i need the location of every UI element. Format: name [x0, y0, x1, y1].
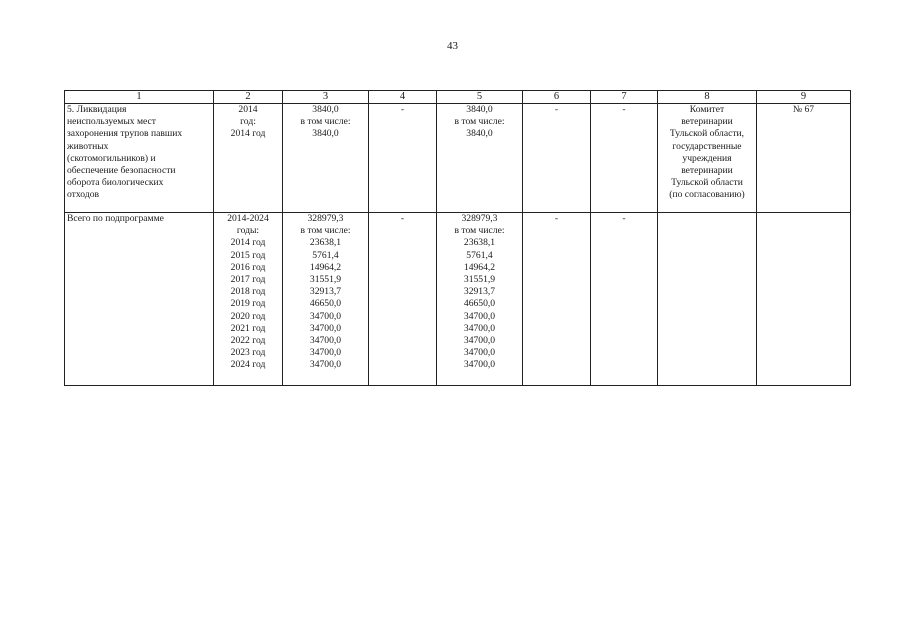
column-header: 8 [658, 91, 757, 104]
cell-line: 2024 год [230, 359, 266, 371]
cell-line: обеспечение безопасности [67, 165, 176, 177]
executor-cell [658, 104, 757, 213]
cell-line: 2020 год [230, 310, 266, 322]
reference-cell [757, 213, 851, 386]
period-cell [214, 213, 283, 386]
cell-line: 32913,7 [463, 286, 496, 298]
cell-line: год: [240, 116, 256, 128]
cell-line: 31551,9 [309, 274, 342, 286]
federal-funding-cell: - [369, 213, 437, 386]
cell-line: в том числе: [300, 225, 351, 237]
cell-line: 2018 год [230, 286, 266, 298]
cell-line: 34700,0 [309, 322, 342, 334]
cell-line: ветеринарии [681, 116, 733, 128]
cell-line: животных [67, 140, 109, 152]
cell-line: 2019 год [230, 298, 266, 310]
cell-line: 32913,7 [309, 286, 342, 298]
cell-line: 46650,0 [309, 298, 342, 310]
column-header: 6 [523, 91, 591, 104]
cell-line: в том числе: [454, 225, 505, 237]
cell-line: 5761,4 [466, 249, 493, 261]
cell-line: (скотомогильников) и [67, 152, 156, 164]
cell-line: 2017 год [230, 274, 266, 286]
cell-line: учреждения [682, 152, 732, 164]
cell-line: неиспользуемых мест [67, 116, 156, 128]
column-header: 2 [214, 91, 283, 104]
reference-cell: № 67 [757, 104, 851, 213]
cell-line: 2021 год [230, 322, 266, 334]
activity-cell: Всего по подпрограмме [65, 213, 214, 386]
table-row [65, 213, 851, 386]
cell-line: 2023 год [230, 347, 266, 359]
table-row [65, 104, 851, 213]
cell-line: 2016 год [230, 261, 266, 273]
executor-cell [658, 213, 757, 386]
cell-line: 3840,0 [312, 104, 339, 115]
cell-line: 328979,3 [461, 213, 498, 224]
cell-line: 34700,0 [463, 335, 496, 347]
cell-line: 2014 год [230, 237, 266, 249]
regional-funding-cell [437, 213, 523, 386]
cell-line: 2014 [238, 104, 258, 115]
regional-funding-cell [437, 104, 523, 213]
cell-line: 34700,0 [463, 322, 496, 334]
column-header: 7 [591, 91, 658, 104]
federal-funding-cell: - [369, 104, 437, 213]
cell-line: 23638,1 [309, 237, 342, 249]
cell-line: 14964,2 [463, 261, 496, 273]
column-header: 9 [757, 91, 851, 104]
cell-line: 34700,0 [309, 310, 342, 322]
header-row [65, 91, 851, 104]
cell-line: 3840,0 [466, 128, 493, 140]
cell-line: Тульской области, [669, 128, 745, 140]
cell-line: Комитет [689, 104, 725, 115]
period-cell [214, 104, 283, 213]
cell-line: ветеринарии [681, 165, 733, 177]
activity-cell [65, 104, 214, 213]
cell-line: 34700,0 [463, 310, 496, 322]
cell-line: 2015 год [230, 249, 266, 261]
cell-line: государственные [672, 140, 742, 152]
cell-line: 5. Ликвидация [67, 104, 127, 115]
municipal-funding-cell: - [523, 213, 591, 386]
column-header: 1 [65, 91, 214, 104]
cell-line: 46650,0 [463, 298, 496, 310]
program-table [64, 90, 851, 386]
cell-line: 3840,0 [312, 128, 339, 140]
cell-line: 34700,0 [463, 359, 496, 371]
other-funding-cell: - [591, 213, 658, 386]
cell-line: 5761,4 [312, 249, 339, 261]
cell-line: в том числе: [300, 116, 351, 128]
column-header: 4 [369, 91, 437, 104]
cell-line: (по согласованию) [669, 189, 745, 201]
municipal-funding-cell: - [523, 104, 591, 213]
total-funding-cell [283, 213, 369, 386]
cell-line: оборота биологических [67, 177, 164, 189]
cell-line: 34700,0 [309, 347, 342, 359]
column-header: 3 [283, 91, 369, 104]
cell-line: Тульской области [671, 177, 743, 189]
cell-line: 2022 год [230, 335, 266, 347]
page-number: 43 [447, 40, 458, 52]
cell-line: 34700,0 [463, 347, 496, 359]
cell-line: 328979,3 [307, 213, 344, 224]
cell-line: 14964,2 [309, 261, 342, 273]
cell-line: 34700,0 [309, 359, 342, 371]
cell-line: 23638,1 [463, 237, 496, 249]
cell-line: 31551,9 [463, 274, 496, 286]
other-funding-cell: - [591, 104, 658, 213]
cell-line: 2014-2024 [227, 213, 269, 224]
cell-line: 2014 год [230, 128, 266, 140]
total-funding-cell [283, 104, 369, 213]
cell-line: 34700,0 [309, 335, 342, 347]
column-header: 5 [437, 91, 523, 104]
cell-line: захоронения трупов павших [67, 128, 183, 140]
cell-line: в том числе: [454, 116, 505, 128]
cell-line: отходов [67, 189, 100, 201]
cell-line: 3840,0 [466, 104, 493, 115]
cell-line: годы: [236, 225, 260, 237]
